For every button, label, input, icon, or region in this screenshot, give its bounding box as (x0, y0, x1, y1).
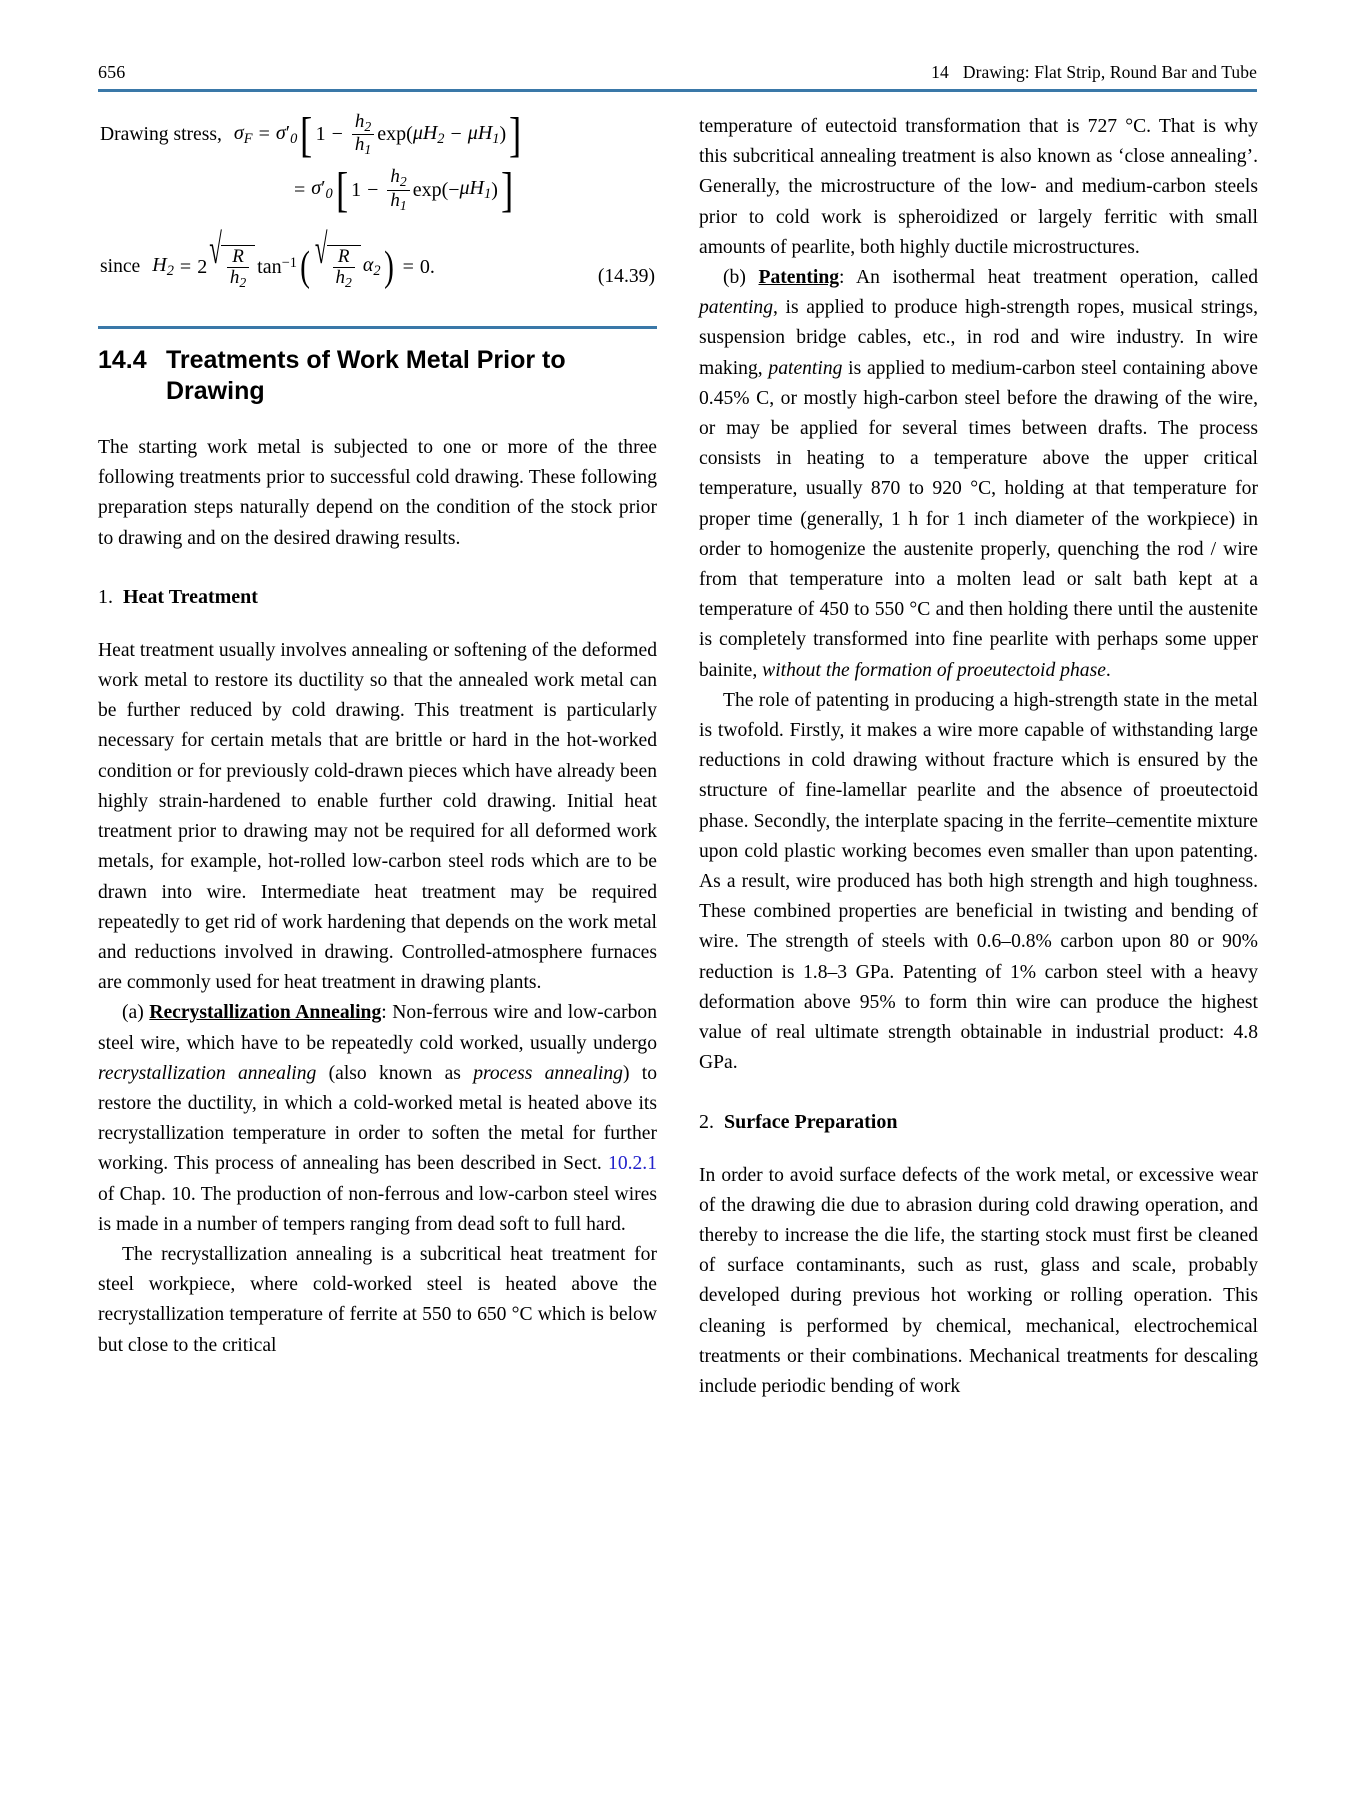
subheading-number: 1. (98, 585, 113, 608)
equation-line-1: Drawing stress, $\sigma_F$ = $\sigma'_0$ [ 1 − $\frac{h_2}{h_1}$ exp( $\mu H_2$ − $\mu H_1$ ) ] (100, 106, 522, 162)
equation-number: (14.39) (597, 265, 655, 287)
para-a-text-4: of Chap. 10. The production of non-ferrous and low-carbon steel wires is made in a number of tempers ranging from dead soft to full hard. (98, 1183, 657, 1235)
subheading-text: Heat Treatment (123, 585, 258, 608)
list-marker-b: (b) (723, 267, 746, 289)
paragraph-heat-treatment: Heat treatment usually involves annealing or softening of the deformed work metal to restore its ductility so that the annealed work metal can be further reduced by cold drawing. This treatment is particularly necessary for certain metals that are brittle or hard in the hot-worked condition or for previously cold-drawn pieces which have already been highly strain-hardened to enable further cold drawing. Initial heat treatment prior to drawing may not be required for all deformed work metals, for example, hot-rolled low-carbon steel rods which are to be drawn into wire. Intermediate heat treatment may be required repeatedly to get rid of work hardening that depends on the work metal and reductions involved in drawing. Controlled-atmosphere furnaces are commonly used for heat treatment in drawing plants. (98, 639, 657, 994)
running-head-chapter (931, 62, 1257, 83)
para-b-text-2: , is applied to produce high-strength ropes, musical strings, suspension bridge cables, etc., in rod and wire industry. In wire making, (699, 297, 1258, 379)
equation-line-3: since $H_2$ = 2 √ $\frac{R}{h_2}$ $\tan^{-1}$ ( √ $\frac{R}{h_2}$ $\alpha_2$ ) = 0. (100, 225, 435, 290)
running-head-chapter-number: 14 (931, 62, 949, 82)
equation-since-label: since (100, 256, 141, 278)
para-a-text-3: ) to restore the ductility, in which a cold-worked metal is heated above its recrystallization temperature in order to soften the metal for further working. This process of annealing has been described in Sect. (98, 1062, 658, 1175)
para-b-text-1: : An isothermal heat treatment operation, called (839, 267, 1258, 289)
left-column (98, 106, 658, 1402)
section-rule (98, 326, 657, 329)
equation-block-14-39 (98, 106, 657, 290)
paragraph-surface-preparation: In order to avoid surface defects of the work metal, or excessive wear of the drawing die due to abrasion during cold drawing operation, and thereby to increase the die life, the starting stock must first be cleaned of surface contaminants, such as rust, glass and scale, probably developed during previous hot working or rolling operation. This cleaning is performed by chemical, mechanical, electrochemical treatments or their combinations. Mechanical treatments for descaling include periodic bending of work (699, 1164, 1258, 1397)
para-a-text-2: (also known as (316, 1062, 474, 1084)
paragraph-intro: The starting work metal is subjected to one or more of the three following treatments prior to successful cold drawing. These following preparation steps naturally depend on the condition of the stock prior to drawing and on the desired drawing results. (98, 437, 657, 549)
section-heading (98, 345, 657, 407)
equation-line-2: = $\sigma'_0$ [ 1 − $\frac{h_2}{h_1}$ exp(− $\mu H_1$ ) ] (14.39) (294, 161, 655, 287)
para-a-italic-2: process annealing (473, 1062, 623, 1084)
paragraph-eutectoid-continued: temperature of eutectoid transformation that is 727 °C. That is why this subcritical annealing treatment is also known as ‘close annealing’. Generally, the microstructure of the low- and medium-carbon steels prior to cold work is spheroidized or largely ferritic with small amounts of pearlite, both highly ductile microstructures. (699, 116, 1258, 258)
section-cross-reference-link[interactable]: 10.2.1 (608, 1153, 657, 1175)
para-b-italic-1: patenting (699, 297, 774, 319)
section-title-text: Treatments of Work Metal Prior to Drawing (166, 346, 566, 406)
header-rule (98, 89, 1257, 92)
term-recrystallization-annealing: Recrystallization Annealing (149, 1002, 382, 1024)
para-b-text-4: . (1105, 659, 1111, 681)
term-patenting: Patenting (758, 267, 840, 289)
subheading-heat-treatment (98, 584, 657, 610)
para-b-italic-2: patenting (768, 357, 843, 379)
equation-label: Drawing stress, (100, 123, 222, 145)
body-columns (98, 106, 1258, 1402)
para-b-italic-3: without the formation of proeutectoid phase (762, 659, 1106, 681)
list-marker-a: (a) (122, 1002, 144, 1024)
subheading-2-number: 2. (699, 1110, 714, 1133)
paragraph-role-of-patenting: The role of patenting in producing a high-strength state in the metal is twofold. Firstly, it makes a wire more capable of withstanding large reductions in cold drawing without fracture which is ensured by the structure of fine-lamellar pearlite and the absence of proeutectoid phase. Secondly, the interplate spacing in the ferrite–cementite mixture upon cold plastic working becomes even smaller than upon patenting. As a result, wire produced has both high strength and high toughness. These combined properties are beneficial in twisting and bending of wire. The strength of steels with 0.6–0.8% carbon upon 80 or 90% reduction is 1.8–3 GPa. Patenting of 1% carbon steel with a heavy deformation above 95% to form thin wire can produce the highest value of real ultimate strength obtainable in industrial product: 4.8 GPa. (699, 689, 1258, 1074)
running-head (98, 62, 1257, 83)
right-column (699, 112, 1258, 1402)
paragraph-recrystallization-subcritical: The recrystallization annealing is a subcritical heat treatment for steel workpiece, where cold-worked steel is heated above the recrystallization temperature of ferrite at 550 to 650 °C which is below but close to the critical (98, 1243, 657, 1356)
subheading-surface-preparation (699, 1109, 1258, 1135)
section-number: 14.4 (98, 346, 147, 375)
paragraph-recrystallization-annealing (98, 998, 657, 1240)
para-a-italic-1: recrystallization annealing (98, 1062, 317, 1084)
running-head-chapter-title: Drawing: Flat Strip, Round Bar and Tube (962, 62, 1257, 82)
para-b-text-3: is applied to medium-carbon steel containing above 0.45% C, or mostly high-carbon steel before the drawing of the wire, or may be applied for several times between drafts. The process consists in heating to a temperature above the upper critical temperature, usually 870 to 920 °C, holding at that temperature for proper time (generally, 1 h for 1 inch diameter of the workpiece) in order to homogenize the austenite properly, quenching the rod / wire from that temperature into a molten lead or salt bath kept at a temperature of 450 to 550 °C and then holding there until the austenite is completely transformed into fine pearlite with perhaps some upper bainite, (699, 357, 1258, 681)
para-a-text-1: : Non-ferrous wire and low-carbon steel wire, which have to be repeatedly cold worked, usually undergo (98, 1002, 657, 1054)
subheading-2-text: Surface Preparation (724, 1110, 898, 1133)
paragraph-patenting (699, 263, 1258, 686)
page-folio: 656 (98, 62, 126, 82)
